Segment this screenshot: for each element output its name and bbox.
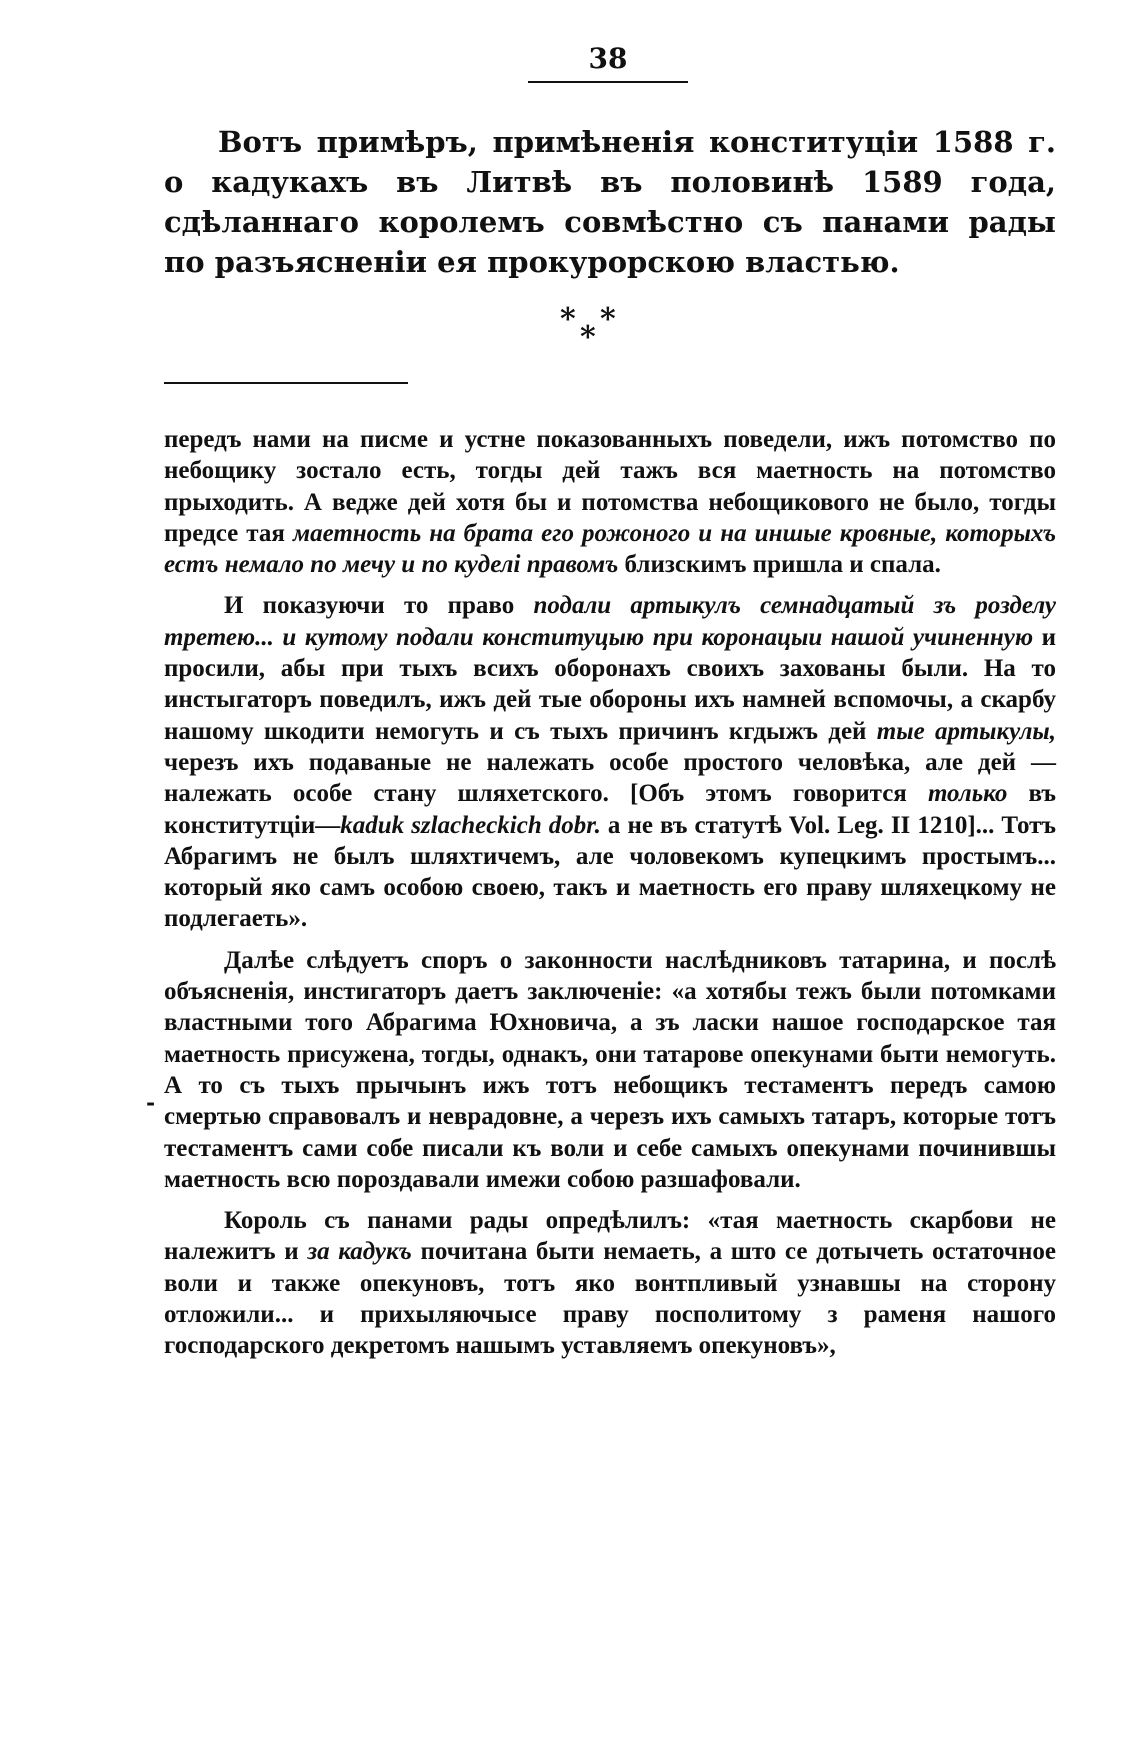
asterism-star-right: * <box>600 302 616 337</box>
latin-citation: kaduk szlacheckich dobr. <box>340 811 601 839</box>
footnote-rule <box>164 382 408 384</box>
page-number: 38 <box>588 42 628 75</box>
paragraph-1: передъ нами на писме и устне показованныхъ поведели, ижъ потомство по небощику зостало есть, тогды дей тажъ вся маетность на потомство прыходить. А ведже дей хотя бы и потомства небощикового не было, тогды предсе тая маетность на брата его рожоного и на иншые кровные, которыхъ естъ немало по мечу и по куделі правомъ близскимъ пришла и спала. <box>164 426 1056 579</box>
asterism-star-left: * <box>560 302 576 337</box>
paragraph-4: Король съ панами рады опредѣлилъ: «тая маетность скарбови не належитъ и за кадукъ почитана быти немаеть, а што се дотычеть остаточное воли и также опекуновъ, тотъ яко вонтпливый узнавшы на сторону отложили... и прихыляючысе праву посполитому з раменя нашого господарского декретомъ нашымъ уставляемъ опекуновъ», <box>164 1207 1056 1360</box>
paragraph-3: Далѣе слѣдуетъ споръ о законности наслѣдниковъ татарина, и послѣ объясненія, инстигаторъ даетъ заключеніе: «а хотябы тежъ были потомками властными того Абрагима Юхновича, а зъ ласки нашое господарское тая маетность присужена, тогды, однакъ, они татарове опекунами быти немогуть. А то съ тыхъ прычынъ ижъ тотъ небощикъ тестаментъ передъ самою смертью справовалъ и неврадовне, а черезъ ихъ самыхъ татаръ, которые тотъ тестаментъ сами собе писали къ воли и себе самыхъ опекунами починившы маетность всю пороздавали имежи собою разшафовали. <box>164 946 1056 1193</box>
asterism-star-bottom: * <box>580 320 596 355</box>
quotation-body <box>164 424 1056 1362</box>
margin-mark: - <box>146 1090 156 1116</box>
asterism <box>560 302 680 362</box>
page-number-rule <box>528 81 688 83</box>
intro-paragraph: Вотъ примѣръ, примѣненія конституціи 1588 г. о кадукахъ въ Литвѣ въ половинѣ 1589 года, сдѣланнаго королемъ совмѣстно съ панами рады по разъясненіи ея прокурорскою властью. <box>164 125 1056 279</box>
paragraph-2: И показуючи то право подали артыкулъ семнадцатый зъ розделу третею... и кутому подали конституцыю при коронацыи нашой учиненную и просили, абы при тыхъ всихъ оборонахъ своихъ захованы были. На то инстыгаторъ поведилъ, ижъ дей тые обороны ихъ намней вспомочы, а скарбу нашому шкодити немогуть и съ тыхъ причинъ кгдыжъ дей тые артыкулы, черезъ ихъ подаваные не належать особе простого человѣка, але дей — належать особе стану шляхетского. [Объ этомъ говорится только въ конститутціи—kaduk szlacheckich dobr. а не въ статутѣ Vol. Leg. II 1210]... Тотъ Абрагимъ не былъ шляхтичемъ, але чоловекомъ купецкимъ простымъ... который яко самъ особою своею, такъ и маетность его праву шляхецкому не подлегаеть». <box>164 592 1057 933</box>
